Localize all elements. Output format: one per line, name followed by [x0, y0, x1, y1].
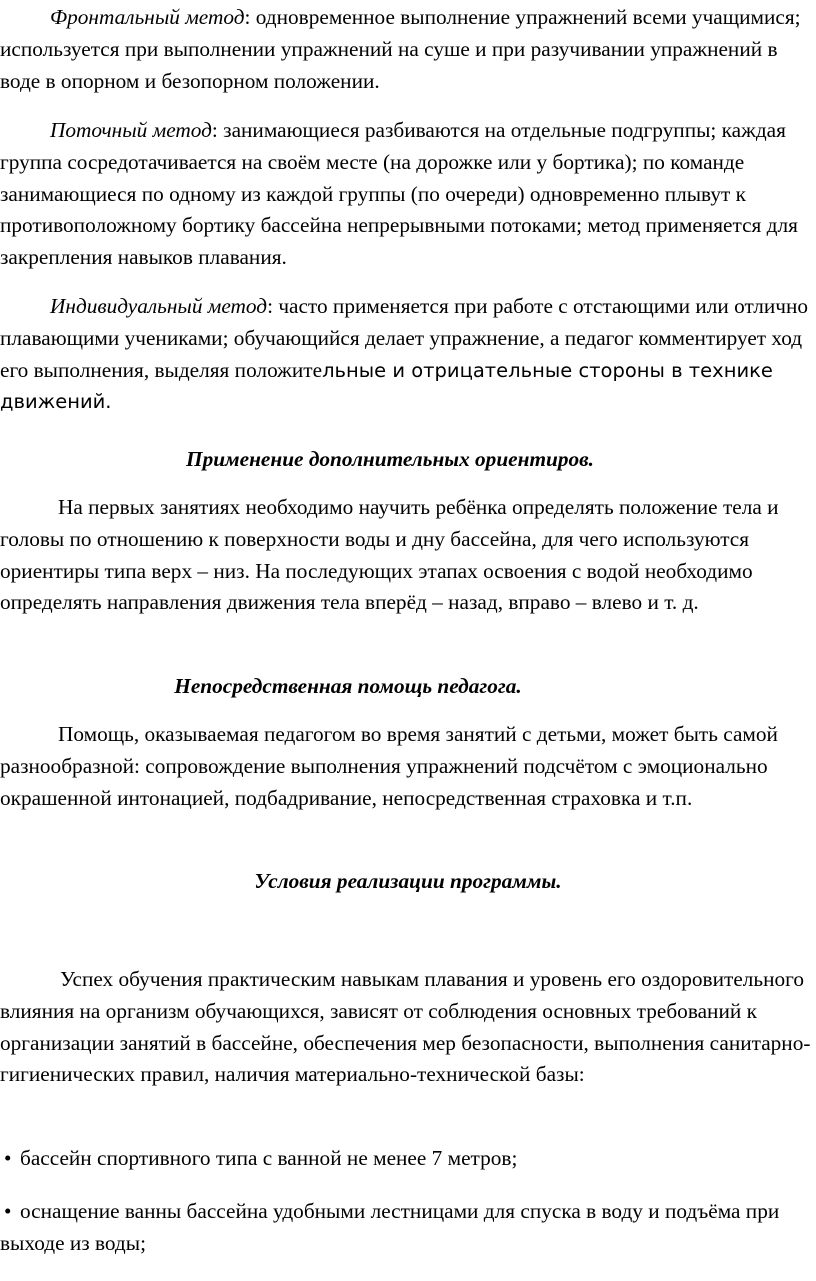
frontal-method-text: : одновременное выполнение упражнений всеми учащимися; используется при выполнении упражнений на суше и при разучивании упражнений в воде в опорном и безопорном положении.	[0, 5, 801, 93]
individual-method-text: : часто применяется при работе с отстающими или отлично плавающими учениками; обучающийся делает упражнение, а педагог комментирует ход его выполнения, выделяя положите	[0, 294, 809, 382]
individual-method-tail: льные и отрицательные стороны в технике движений.	[0, 358, 773, 414]
bullet-text: бассейн спортивного типа с ванной не менее 7 метров;	[20, 1146, 518, 1170]
term-streaming-method: Поточный метод	[50, 118, 212, 142]
list-item	[4, 1143, 816, 1175]
streaming-method-text: : занимающиеся разбиваются на отдельные подгруппы; каждая группа сосредотачивается на своём месте (на дорожке или у бортика); по команде занимающиеся по одному из каждой группы (по очереди) одновременно плывут к противоположному бортику бассейна непрерывными потоками; метод применяется для закрепления навыков плавания.	[0, 118, 798, 270]
bullet-mark: •	[4, 1199, 12, 1223]
bullet-mark: •	[4, 1146, 12, 1170]
bullet-text: оснащение ванны бассейна удобными лестницами для спуска в воду и подъёма при выходе из воды;	[0, 1199, 780, 1255]
heading-program-conditions: Условия реализации программы.	[254, 869, 562, 893]
paragraph-landmarks: На первых занятиях необходимо научить ребёнка определять положение тела и головы по отношению к поверхности воды и дну бассейна, для чего используются ориентиры типа верх – низ. На последующих этапах освоения с водой необходимо определять направления движения тела вперёд – назад, вправо – влево и т. д.	[0, 495, 779, 615]
paragraph-streaming-method	[0, 115, 816, 274]
heading-landmarks: Применение дополнительных ориентиров.	[186, 447, 594, 471]
paragraph-program-conditions: Успех обучения практическим навыкам плавания и уровень его оздоровительного влияния на организм обучающихся, зависят от соблюдения основных требований к организации занятий в бассейне, обеспечения мер безопасности, выполнения санитарно-гигиенических правил, наличия материально-технической базы:	[0, 967, 811, 1087]
paragraph-individual-method	[0, 291, 816, 418]
paragraph-teacher-help: Помощь, оказываемая педагогом во время занятий с детьми, может быть самой разнообразной: сопровождение выполнения упражнений подсчётом с эмоционально окрашенной интонацией, подбадривание, непосредственная страховка и т.п.	[0, 722, 778, 810]
paragraph-frontal-method	[0, 2, 816, 97]
list-item	[0, 1196, 816, 1260]
term-frontal-method: Фронтальный метод	[50, 5, 245, 29]
term-individual-method: Индивидуальный метод	[50, 294, 268, 318]
heading-teacher-help: Непосредственная помощь педагога.	[174, 674, 522, 698]
